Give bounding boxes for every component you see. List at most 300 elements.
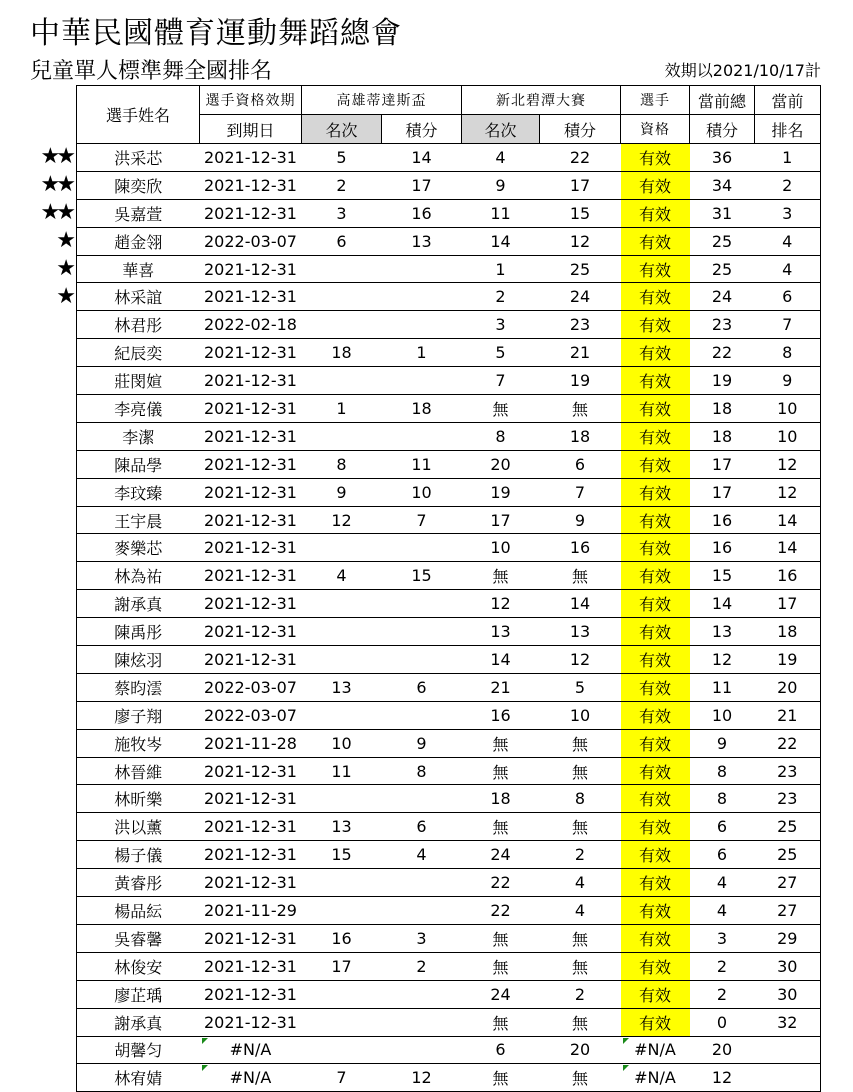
newtaipei-points: 16 — [540, 534, 621, 562]
table-row — [77, 311, 821, 339]
table-row — [77, 1036, 821, 1064]
newtaipei-rank: 無 — [462, 924, 540, 952]
total-points: 31 — [690, 199, 755, 227]
newtaipei-points: 20 — [540, 1036, 621, 1064]
table-row — [77, 785, 821, 813]
newtaipei-points: 24 — [540, 283, 621, 311]
newtaipei-rank: 14 — [462, 646, 540, 674]
star-rating: ★ — [56, 283, 72, 309]
kaohsiung-points — [382, 785, 462, 813]
newtaipei-points: 無 — [540, 395, 621, 423]
current-rank: 4 — [755, 255, 821, 283]
newtaipei-points: 無 — [540, 757, 621, 785]
status-cell: 有效 — [621, 813, 690, 841]
current-rank: 23 — [755, 757, 821, 785]
total-points: 23 — [690, 311, 755, 339]
newtaipei-points: 12 — [540, 646, 621, 674]
star-rating: ★★ — [40, 172, 72, 198]
kaohsiung-rank — [302, 1036, 382, 1064]
star-rating: ★★ — [40, 200, 72, 226]
kaohsiung-points: 10 — [382, 478, 462, 506]
table-row — [77, 869, 821, 897]
status-cell: 有效 — [621, 701, 690, 729]
current-rank: 2 — [755, 171, 821, 199]
table-row — [77, 646, 821, 674]
table-row — [77, 618, 821, 646]
kaohsiung-points: 3 — [382, 924, 462, 952]
expiry-date: 2021-12-31 — [200, 199, 302, 227]
current-rank: 17 — [755, 590, 821, 618]
header-event-newtaipei: 新北碧潭大賽 — [462, 86, 621, 115]
player-name: 洪采芯 — [77, 144, 200, 172]
current-rank: 3 — [755, 199, 821, 227]
player-name: 陳奕欣 — [77, 171, 200, 199]
kaohsiung-rank — [302, 646, 382, 674]
star-rating: ★ — [56, 228, 72, 254]
kaohsiung-points — [382, 283, 462, 311]
player-name: 林為祐 — [77, 562, 200, 590]
newtaipei-rank: 24 — [462, 841, 540, 869]
newtaipei-points: 無 — [540, 952, 621, 980]
validity-note: 效期以2021/10/17計 — [664, 61, 821, 80]
status-cell: 有效 — [621, 1008, 690, 1036]
kaohsiung-rank: 5 — [302, 144, 382, 172]
kaohsiung-points — [382, 422, 462, 450]
status-cell: 有效 — [621, 757, 690, 785]
status-cell: 有效 — [621, 283, 690, 311]
newtaipei-points: 17 — [540, 171, 621, 199]
newtaipei-points: 無 — [540, 729, 621, 757]
newtaipei-points: 無 — [540, 924, 621, 952]
kaohsiung-points: 16 — [382, 199, 462, 227]
newtaipei-points: 9 — [540, 506, 621, 534]
expiry-date: 2021-12-31 — [200, 171, 302, 199]
status-cell: 有效 — [621, 339, 690, 367]
kaohsiung-rank — [302, 422, 382, 450]
newtaipei-points: 無 — [540, 1008, 621, 1036]
newtaipei-rank: 22 — [462, 869, 540, 897]
kaohsiung-rank: 16 — [302, 924, 382, 952]
kaohsiung-rank — [302, 590, 382, 618]
player-name: 李亮儀 — [77, 395, 200, 423]
kaohsiung-points: 6 — [382, 673, 462, 701]
table-row — [77, 924, 821, 952]
kaohsiung-rank — [302, 980, 382, 1008]
table-row — [77, 757, 821, 785]
kaohsiung-rank: 15 — [302, 841, 382, 869]
status-cell: 有效 — [621, 646, 690, 674]
total-points: 20 — [690, 1036, 755, 1064]
table-row — [77, 367, 821, 395]
table-row — [77, 478, 821, 506]
header-qualification-validity: 選手資格效期 — [200, 86, 302, 115]
kaohsiung-points — [382, 869, 462, 897]
status-cell: 有效 — [621, 952, 690, 980]
kaohsiung-rank: 4 — [302, 562, 382, 590]
kaohsiung-rank — [302, 785, 382, 813]
newtaipei-points: 25 — [540, 255, 621, 283]
newtaipei-rank: 3 — [462, 311, 540, 339]
status-cell: 有效 — [621, 534, 690, 562]
total-points: 15 — [690, 562, 755, 590]
expiry-date: 2021-12-31 — [200, 618, 302, 646]
kaohsiung-points: 4 — [382, 841, 462, 869]
kaohsiung-points — [382, 590, 462, 618]
expiry-date: 2021-12-31 — [200, 757, 302, 785]
newtaipei-points: 10 — [540, 701, 621, 729]
expiry-date: 2021-12-31 — [200, 924, 302, 952]
expiry-date: 2021-12-31 — [200, 422, 302, 450]
kaohsiung-rank — [302, 869, 382, 897]
current-rank: 21 — [755, 701, 821, 729]
kaohsiung-rank: 13 — [302, 673, 382, 701]
status-cell: #N/A — [621, 1064, 690, 1092]
player-name: 楊子儀 — [77, 841, 200, 869]
total-points: 18 — [690, 395, 755, 423]
kaohsiung-rank: 2 — [302, 171, 382, 199]
player-name: 林宥婧 — [77, 1064, 200, 1092]
total-points: 6 — [690, 813, 755, 841]
current-rank: 6 — [755, 283, 821, 311]
total-points: 9 — [690, 729, 755, 757]
kaohsiung-rank — [302, 283, 382, 311]
total-points: 16 — [690, 506, 755, 534]
table-row — [77, 339, 821, 367]
total-points: 17 — [690, 450, 755, 478]
expiry-date: 2021-12-31 — [200, 785, 302, 813]
newtaipei-rank: 無 — [462, 395, 540, 423]
kaohsiung-points — [382, 701, 462, 729]
player-name: 林俊安 — [77, 952, 200, 980]
kaohsiung-rank: 9 — [302, 478, 382, 506]
total-points: 25 — [690, 227, 755, 255]
player-name: 陳品學 — [77, 450, 200, 478]
ranking-table — [76, 85, 821, 1092]
kaohsiung-points: 2 — [382, 952, 462, 980]
expiry-date: 2021-11-28 — [200, 729, 302, 757]
table-row — [77, 506, 821, 534]
player-name: 廖芷瑀 — [77, 980, 200, 1008]
status-cell: 有效 — [621, 924, 690, 952]
newtaipei-rank: 5 — [462, 339, 540, 367]
status-cell: 有效 — [621, 729, 690, 757]
expiry-date: 2022-03-07 — [200, 701, 302, 729]
expiry-date: 2021-12-31 — [200, 283, 302, 311]
expiry-date: 2021-12-31 — [200, 339, 302, 367]
table-row — [77, 144, 821, 172]
current-rank: 30 — [755, 980, 821, 1008]
current-rank: 1 — [755, 144, 821, 172]
kaohsiung-rank — [302, 897, 382, 925]
player-name: 施牧岑 — [77, 729, 200, 757]
total-points: 8 — [690, 757, 755, 785]
expiry-date: 2021-12-31 — [200, 646, 302, 674]
newtaipei-rank: 19 — [462, 478, 540, 506]
kaohsiung-points — [382, 1008, 462, 1036]
header-newtaipei-rank: 名次 — [462, 115, 540, 144]
total-points: 18 — [690, 422, 755, 450]
total-points: 4 — [690, 869, 755, 897]
newtaipei-rank: 無 — [462, 813, 540, 841]
expiry-date: 2021-12-31 — [200, 1008, 302, 1036]
current-rank — [755, 1036, 821, 1064]
player-name: 華喜 — [77, 255, 200, 283]
newtaipei-points: 18 — [540, 422, 621, 450]
kaohsiung-rank: 12 — [302, 506, 382, 534]
total-points: 12 — [690, 1064, 755, 1092]
kaohsiung-rank — [302, 311, 382, 339]
newtaipei-points: 21 — [540, 339, 621, 367]
player-name: 林君彤 — [77, 311, 200, 339]
table-row — [77, 255, 821, 283]
total-points: 0 — [690, 1008, 755, 1036]
status-cell: 有效 — [621, 897, 690, 925]
newtaipei-rank: 無 — [462, 757, 540, 785]
expiry-date: 2021-12-31 — [200, 562, 302, 590]
header-expiry: 到期日 — [200, 115, 302, 144]
current-rank: 25 — [755, 813, 821, 841]
kaohsiung-points — [382, 534, 462, 562]
total-points: 8 — [690, 785, 755, 813]
newtaipei-rank: 16 — [462, 701, 540, 729]
header-total-line1: 當前總 — [690, 86, 755, 115]
newtaipei-points: 無 — [540, 1064, 621, 1092]
status-cell: #N/A — [621, 1036, 690, 1064]
newtaipei-rank: 2 — [462, 283, 540, 311]
header-current-line1: 當前 — [755, 86, 821, 115]
player-name: 趙金翎 — [77, 227, 200, 255]
status-cell: 有效 — [621, 590, 690, 618]
kaohsiung-points: 8 — [382, 757, 462, 785]
table-row — [77, 673, 821, 701]
status-cell: 有效 — [621, 144, 690, 172]
status-cell: 有效 — [621, 171, 690, 199]
table-row — [77, 952, 821, 980]
player-name: 黃睿彤 — [77, 869, 200, 897]
newtaipei-rank: 7 — [462, 367, 540, 395]
total-points: 10 — [690, 701, 755, 729]
status-cell: 有效 — [621, 980, 690, 1008]
newtaipei-rank: 14 — [462, 227, 540, 255]
table-row — [77, 227, 821, 255]
star-rating: ★★ — [40, 144, 72, 170]
table-row — [77, 1064, 821, 1092]
expiry-date: 2022-03-07 — [200, 673, 302, 701]
kaohsiung-rank — [302, 618, 382, 646]
total-points: 2 — [690, 952, 755, 980]
total-points: 3 — [690, 924, 755, 952]
total-points: 24 — [690, 283, 755, 311]
newtaipei-points: 2 — [540, 980, 621, 1008]
current-rank: 29 — [755, 924, 821, 952]
current-rank: 10 — [755, 422, 821, 450]
newtaipei-rank: 18 — [462, 785, 540, 813]
total-points: 13 — [690, 618, 755, 646]
expiry-date: #N/A — [200, 1036, 302, 1064]
status-cell: 有效 — [621, 673, 690, 701]
current-rank: 20 — [755, 673, 821, 701]
newtaipei-rank: 4 — [462, 144, 540, 172]
player-name: 陳禹彤 — [77, 618, 200, 646]
newtaipei-points: 2 — [540, 841, 621, 869]
player-name: 李玟臻 — [77, 478, 200, 506]
page-title: 中華民國體育運動舞蹈總會 — [30, 16, 402, 51]
newtaipei-rank: 無 — [462, 562, 540, 590]
kaohsiung-points: 17 — [382, 171, 462, 199]
table-row — [77, 980, 821, 1008]
newtaipei-rank: 無 — [462, 952, 540, 980]
newtaipei-rank: 11 — [462, 199, 540, 227]
expiry-date: 2021-12-31 — [200, 506, 302, 534]
player-name: 麥樂芯 — [77, 534, 200, 562]
table-row — [77, 813, 821, 841]
current-rank: 16 — [755, 562, 821, 590]
expiry-date: 2021-11-29 — [200, 897, 302, 925]
current-rank: 18 — [755, 618, 821, 646]
newtaipei-rank: 12 — [462, 590, 540, 618]
kaohsiung-points: 12 — [382, 1064, 462, 1092]
newtaipei-rank: 24 — [462, 980, 540, 1008]
kaohsiung-rank — [302, 534, 382, 562]
newtaipei-rank: 13 — [462, 618, 540, 646]
expiry-date: 2022-02-18 — [200, 311, 302, 339]
expiry-date: 2021-12-31 — [200, 980, 302, 1008]
total-points: 19 — [690, 367, 755, 395]
total-points: 34 — [690, 171, 755, 199]
player-name: 楊品紜 — [77, 897, 200, 925]
kaohsiung-points: 6 — [382, 813, 462, 841]
kaohsiung-points — [382, 255, 462, 283]
current-rank: 12 — [755, 478, 821, 506]
newtaipei-rank: 9 — [462, 171, 540, 199]
player-name: 洪以薰 — [77, 813, 200, 841]
current-rank: 32 — [755, 1008, 821, 1036]
header-total-line2: 積分 — [690, 115, 755, 144]
newtaipei-rank: 無 — [462, 1064, 540, 1092]
kaohsiung-rank: 17 — [302, 952, 382, 980]
player-name: 吳睿馨 — [77, 924, 200, 952]
newtaipei-points: 8 — [540, 785, 621, 813]
kaohsiung-points: 11 — [382, 450, 462, 478]
table-row — [77, 450, 821, 478]
table-row — [77, 534, 821, 562]
kaohsiung-rank: 1 — [302, 395, 382, 423]
player-name: 莊閔媗 — [77, 367, 200, 395]
newtaipei-points: 23 — [540, 311, 621, 339]
expiry-date: 2021-12-31 — [200, 813, 302, 841]
player-name: 謝承真 — [77, 1008, 200, 1036]
player-name: 林晉維 — [77, 757, 200, 785]
kaohsiung-points: 7 — [382, 506, 462, 534]
table-row — [77, 395, 821, 423]
kaohsiung-rank: 10 — [302, 729, 382, 757]
newtaipei-rank: 無 — [462, 1008, 540, 1036]
total-points: 36 — [690, 144, 755, 172]
kaohsiung-points — [382, 897, 462, 925]
total-points: 25 — [690, 255, 755, 283]
status-cell: 有效 — [621, 478, 690, 506]
kaohsiung-rank: 7 — [302, 1064, 382, 1092]
status-cell: 有效 — [621, 450, 690, 478]
status-cell: 有效 — [621, 199, 690, 227]
table-row — [77, 171, 821, 199]
newtaipei-points: 22 — [540, 144, 621, 172]
current-rank: 14 — [755, 534, 821, 562]
status-cell: 有效 — [621, 255, 690, 283]
header-kaohsiung-rank: 名次 — [302, 115, 382, 144]
expiry-date: 2021-12-31 — [200, 590, 302, 618]
expiry-date: 2021-12-31 — [200, 144, 302, 172]
current-rank: 22 — [755, 729, 821, 757]
player-name: 紀辰奕 — [77, 339, 200, 367]
kaohsiung-rank — [302, 1008, 382, 1036]
expiry-date: 2021-12-31 — [200, 869, 302, 897]
expiry-date: 2021-12-31 — [200, 367, 302, 395]
newtaipei-rank: 6 — [462, 1036, 540, 1064]
table-row — [77, 283, 821, 311]
kaohsiung-rank — [302, 367, 382, 395]
header-kaohsiung-points: 積分 — [382, 115, 462, 144]
newtaipei-rank: 10 — [462, 534, 540, 562]
table-row — [77, 729, 821, 757]
status-cell: 有效 — [621, 841, 690, 869]
player-name: 林昕樂 — [77, 785, 200, 813]
expiry-date: 2021-12-31 — [200, 450, 302, 478]
newtaipei-points: 19 — [540, 367, 621, 395]
kaohsiung-points — [382, 618, 462, 646]
current-rank: 14 — [755, 506, 821, 534]
status-cell: 有效 — [621, 506, 690, 534]
current-rank: 30 — [755, 952, 821, 980]
kaohsiung-points — [382, 1036, 462, 1064]
total-points: 22 — [690, 339, 755, 367]
kaohsiung-points — [382, 980, 462, 1008]
newtaipei-points: 4 — [540, 897, 621, 925]
expiry-date: 2021-12-31 — [200, 841, 302, 869]
kaohsiung-rank: 11 — [302, 757, 382, 785]
table-row — [77, 701, 821, 729]
player-name: 李潔 — [77, 422, 200, 450]
page-subtitle: 兒童單人標準舞全國排名 — [30, 59, 273, 84]
status-cell: 有效 — [621, 618, 690, 646]
header-status-line1: 選手 — [621, 86, 690, 115]
current-rank — [755, 1064, 821, 1092]
status-cell: 有效 — [621, 869, 690, 897]
header-status-line2: 資格 — [621, 115, 690, 144]
player-name: 王宇晨 — [77, 506, 200, 534]
newtaipei-points: 5 — [540, 673, 621, 701]
newtaipei-points: 15 — [540, 199, 621, 227]
table-row — [77, 199, 821, 227]
player-name: 廖子翔 — [77, 701, 200, 729]
status-cell: 有效 — [621, 367, 690, 395]
kaohsiung-rank: 18 — [302, 339, 382, 367]
newtaipei-rank: 8 — [462, 422, 540, 450]
expiry-date: 2021-12-31 — [200, 255, 302, 283]
current-rank: 25 — [755, 841, 821, 869]
expiry-date: 2022-03-07 — [200, 227, 302, 255]
expiry-date: 2021-12-31 — [200, 534, 302, 562]
newtaipei-points: 4 — [540, 869, 621, 897]
expiry-date: 2021-12-31 — [200, 952, 302, 980]
total-points: 6 — [690, 841, 755, 869]
status-cell: 有效 — [621, 311, 690, 339]
newtaipei-rank: 無 — [462, 729, 540, 757]
total-points: 14 — [690, 590, 755, 618]
newtaipei-points: 6 — [540, 450, 621, 478]
newtaipei-points: 無 — [540, 562, 621, 590]
current-rank: 23 — [755, 785, 821, 813]
